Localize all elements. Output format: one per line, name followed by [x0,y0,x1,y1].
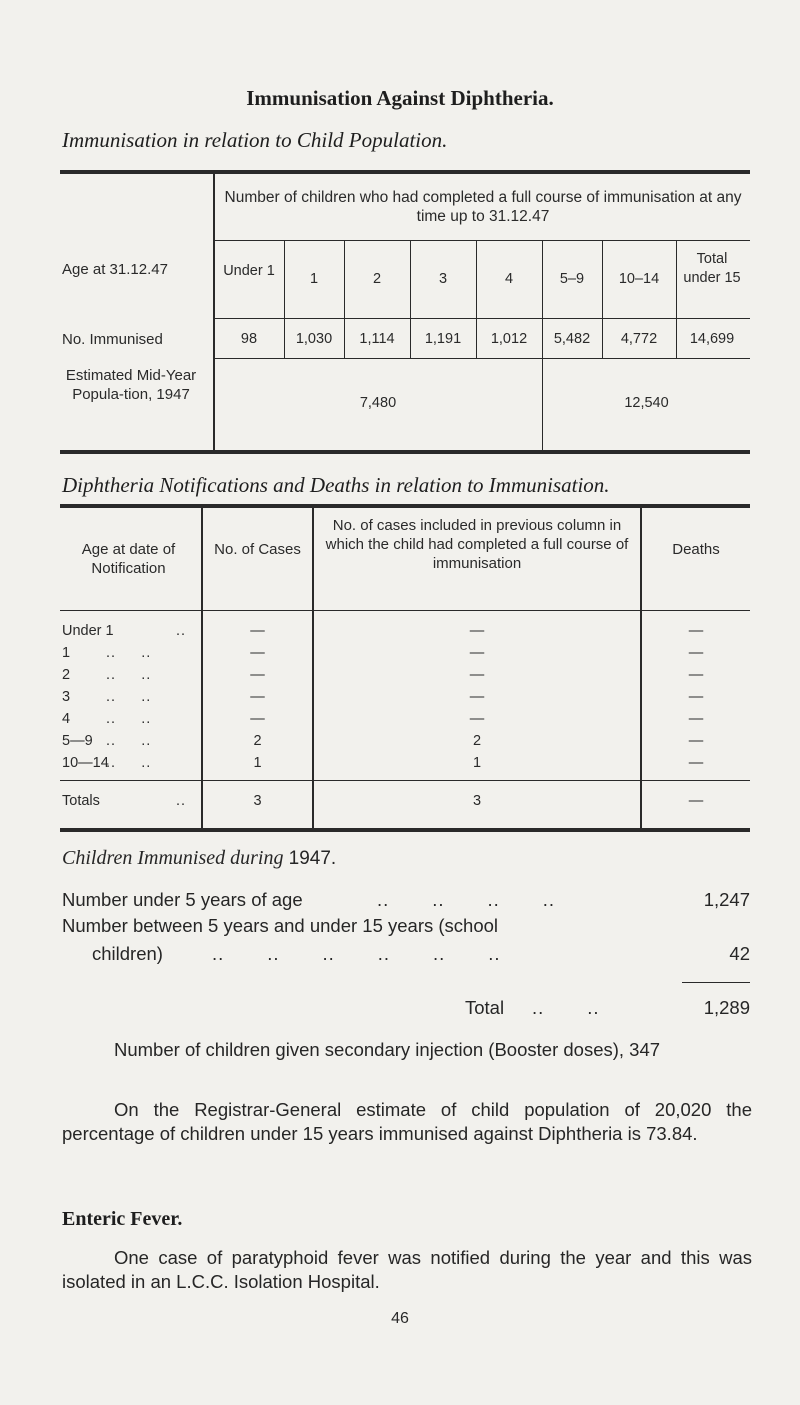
under5-leader-dots: .. .. .. .. [377,889,556,910]
header-no-of-cases: No. of Cases [214,541,301,558]
row-age-label: 5—9 [62,733,93,749]
totals-leader-dots: .. [176,793,187,809]
header-age-notification: Age at date of Notification [81,541,176,577]
row-deaths: — [688,711,704,727]
row-age-label: 1 [62,645,71,661]
row-deaths: — [688,733,704,749]
row-immunised-cases: — [469,667,485,683]
row-immunised-cases: — [469,623,485,639]
row-leader-dots: .. .. [106,755,152,771]
row-cases: — [250,623,265,639]
row-immunised-cases: 1 [472,755,482,771]
row-leader-dots: .. [176,623,187,639]
enteric-paragraph: One case of paratyphoid fever was notified during the year and this was isolated in an L.C.C. Isolation Hospital. [62,1247,752,1292]
row-deaths: — [688,667,704,683]
immunised-total: 14,699 [689,331,735,347]
row-immunised-cases: — [469,689,485,705]
between-label: Number between 5 years and under 15 years (school [62,915,499,936]
col-header-10-14: 10–14 [618,271,660,287]
row-leader-dots: .. .. [106,689,152,705]
under5-value: 1,247 [703,889,750,910]
stub-header-age: Age at 31.12.47 [62,261,168,278]
col-header-3: 3 [438,271,448,287]
row-leader-dots: .. .. [106,733,152,749]
col-header-1: 1 [309,271,319,287]
immunised-4: 1,012 [490,331,528,347]
col-header-4: 4 [504,271,514,287]
col-header-total: Total under 15 [683,251,741,286]
between-leader-dots: .. .. .. .. .. .. [212,943,501,964]
row-cases: — [250,645,265,661]
section3-heading-year: 1947. [288,848,337,869]
totals-label: Totals [62,793,100,809]
row-age-label: 3 [62,689,71,705]
row-leader-dots: .. .. [106,645,152,661]
row-immunised-cases: 2 [472,733,482,749]
totals-cases: 3 [253,793,262,809]
totals-deaths: — [688,793,704,809]
row-deaths: — [688,755,704,771]
row-cases: 1 [253,755,262,771]
section3-heading-text: Children Immunised during [62,847,284,869]
row-age-label: Under 1 [62,623,114,639]
total-rule [682,982,750,983]
between-label-cont: children) [92,943,163,964]
row-deaths: — [688,645,704,661]
totals-immunised: 3 [472,793,482,809]
section1-heading: Immunisation in relation to Child Population. [62,128,448,152]
row-deaths: — [688,689,704,705]
immunised-under-1: 98 [240,331,258,347]
row-label-immunised: No. Immunised [62,331,163,348]
header-deaths: Deaths [672,541,720,558]
row-leader-dots: .. .. [106,711,152,727]
col-header-5-9: 5–9 [559,271,585,287]
row-age-label: 10—14 [62,755,109,771]
population-0-4: 7,480 [359,395,397,411]
page-number: 46 [391,1310,409,1327]
span-header: Number of children who had completed a full course of immunisation at any time up to 31.12.47 [224,189,742,225]
section2-heading: Diphtheria Notifications and Deaths in relation to Immunisation. [62,473,610,497]
immunised-3: 1,191 [424,331,462,347]
col-header-2: 2 [372,271,382,287]
under5-label: Number under 5 years of age [62,889,303,910]
col-header-under-1: Under 1 [223,263,275,279]
total-value: 1,289 [703,997,750,1018]
row-age-label: 4 [62,711,71,727]
row-cases: — [250,689,265,705]
row-label-population: Estimated Mid-Year Popula-tion, 1947 [65,367,197,403]
booster-paragraph: Number of children given secondary injection (Booster doses), 347 [114,1039,661,1060]
row-cases: — [250,711,265,727]
row-deaths: — [688,623,704,639]
page-title: Immunisation Against Diphtheria. [246,86,554,110]
row-age-label: 2 [62,667,71,683]
enteric-heading: Enteric Fever. [62,1208,183,1230]
percentage-paragraph: On the Registrar-General estimate of child population of 20,020 the percentage of children under 15 years immunised against Diphtheria is 73.84. [62,1099,752,1144]
immunised-1: 1,030 [295,331,333,347]
immunised-2: 1,114 [359,331,395,347]
immunised-10-14: 4,772 [620,331,658,347]
section3-heading [62,846,336,871]
immunised-5-9: 5,482 [553,331,591,347]
row-leader-dots: .. .. [106,667,152,683]
row-immunised-cases: — [469,711,485,727]
total-label: Total [465,997,505,1018]
population-5-14: 12,540 [624,395,669,411]
total-leader-dots: .. .. [532,997,600,1018]
row-cases: — [250,667,265,683]
row-immunised-cases: — [469,645,485,661]
row-cases: 2 [253,733,262,749]
header-immunised-cases: No. of cases included in previous column in which the child had completed a full course of immunisation [325,517,629,572]
between-value: 42 [729,943,750,964]
